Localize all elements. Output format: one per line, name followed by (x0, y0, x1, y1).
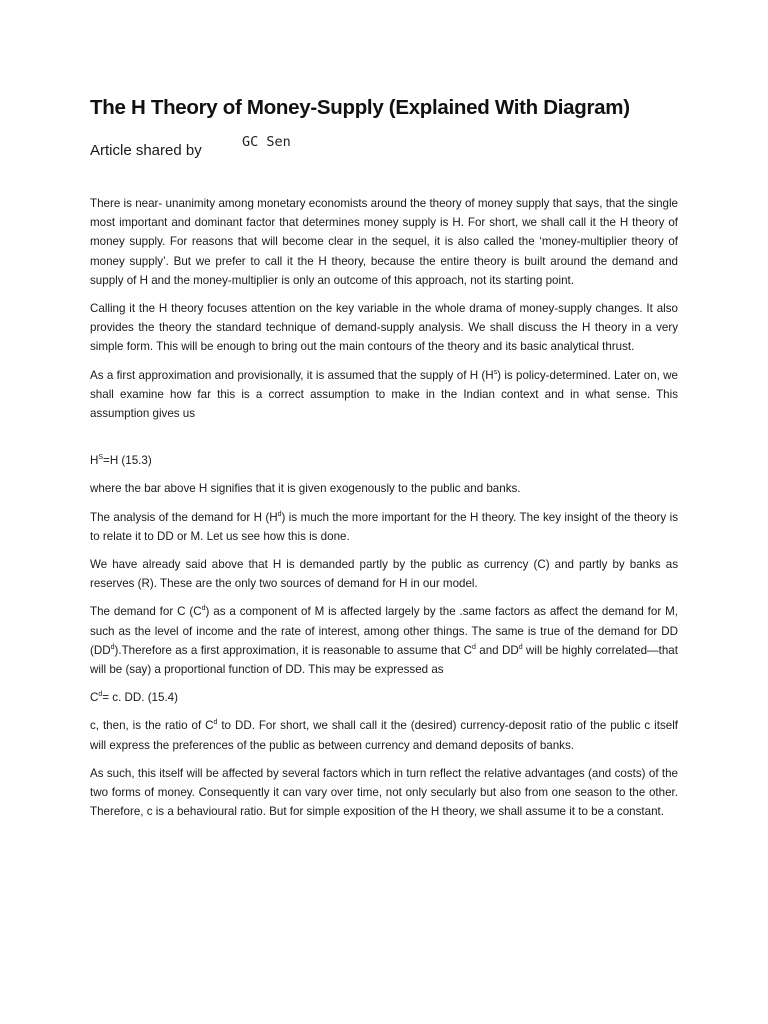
author-name: GC Sen (242, 134, 291, 150)
paragraph-demand-for-c: The demand for C $(C^d)$ as a component of M is affected largely by the .same factors as affect the demand for M, such as the level of income and the rate of interest, among other things. The same is true of the demand for DD $(DD^d).Therefore$ as a first approximation, it is reasonable to assume that $C^d$ and $DD^d$ will be highly correlated—that will be (say) a proportional function of DD. This may be expressed as (90, 605, 678, 677)
article-body (90, 194, 678, 821)
paragraph-bar-above-h: where the bar above H signifies that it is given exogenously to the public and banks. (90, 482, 521, 496)
paragraph-intro: There is near- unanimity among monetary economists around the theory of money supply that says, that the single most important and dominant factor that determines money supply is H. For short, we shall call it the H theory of money supply. For reasons that will become clear in the sequel, it is also called the ‘money-multiplier theory of money supply’. But we prefer to call it the H theory, because the entire theory is built around the demand and supply of H and the money-multiplier is only an outcome of this approach, not its starting point. (90, 197, 678, 287)
byline (90, 134, 678, 164)
paragraph-calling-h-theory: Calling it the H theory focuses attention on the key variable in the whole drama of money-supply changes. It also provides the theory the standard technique of demand-supply analysis. We shall discuss the H theory in a very simple form. This will be enough to bring out the main contours of the theory and its basic analytical thrust. (90, 302, 678, 354)
equation-15-4: $C^d= c$. DD. (15.4) (90, 691, 178, 705)
equation-15-3: $H^S=H$ (15.3) (90, 454, 152, 468)
paragraph-currency-deposit-ratio: c, then, is the ratio of $C^d$ to DD. For short, we shall call it the (desired) currency-deposit ratio of the public c itself will express the preferences of the public as between currency and demand deposits of banks. (90, 719, 678, 752)
article-page (90, 92, 678, 830)
paragraph-demand-for-h: The analysis of the demand for H $(H^d)$ is much the more important for the H theory. The key insight of the theory is to relate it to DD or M. Let us see how this is done. (90, 510, 678, 543)
article-title: The H Theory of Money-Supply (Explained With Diagram) (90, 96, 630, 119)
byline-label: Article shared by (90, 142, 202, 159)
paragraph-behavioural-ratio: As such, this itself will be affected by several factors which in turn reflect the relative advantages (and costs) of the two forms of money. Consequently it can vary over time, not only secularly but also from one season to the other. Therefore, c is a behavioural ratio. But for simple exposition of the H theory, we shall assume it to be a constant. (90, 766, 678, 819)
paragraph-sources-of-demand: We have already said above that H is demanded partly by the public as currency (C) and partly by banks as reserves (R). These are the only two sources of demand for H in our model. (90, 558, 678, 591)
paragraph-first-approximation: As a first approximation and provisionally, it is assumed that the supply of H $(H^s)$ is policy-determined. Later on, we shall examine how far this is a correct assumption to make in the Indian context and in what sense. This assumption gives us (90, 368, 678, 421)
